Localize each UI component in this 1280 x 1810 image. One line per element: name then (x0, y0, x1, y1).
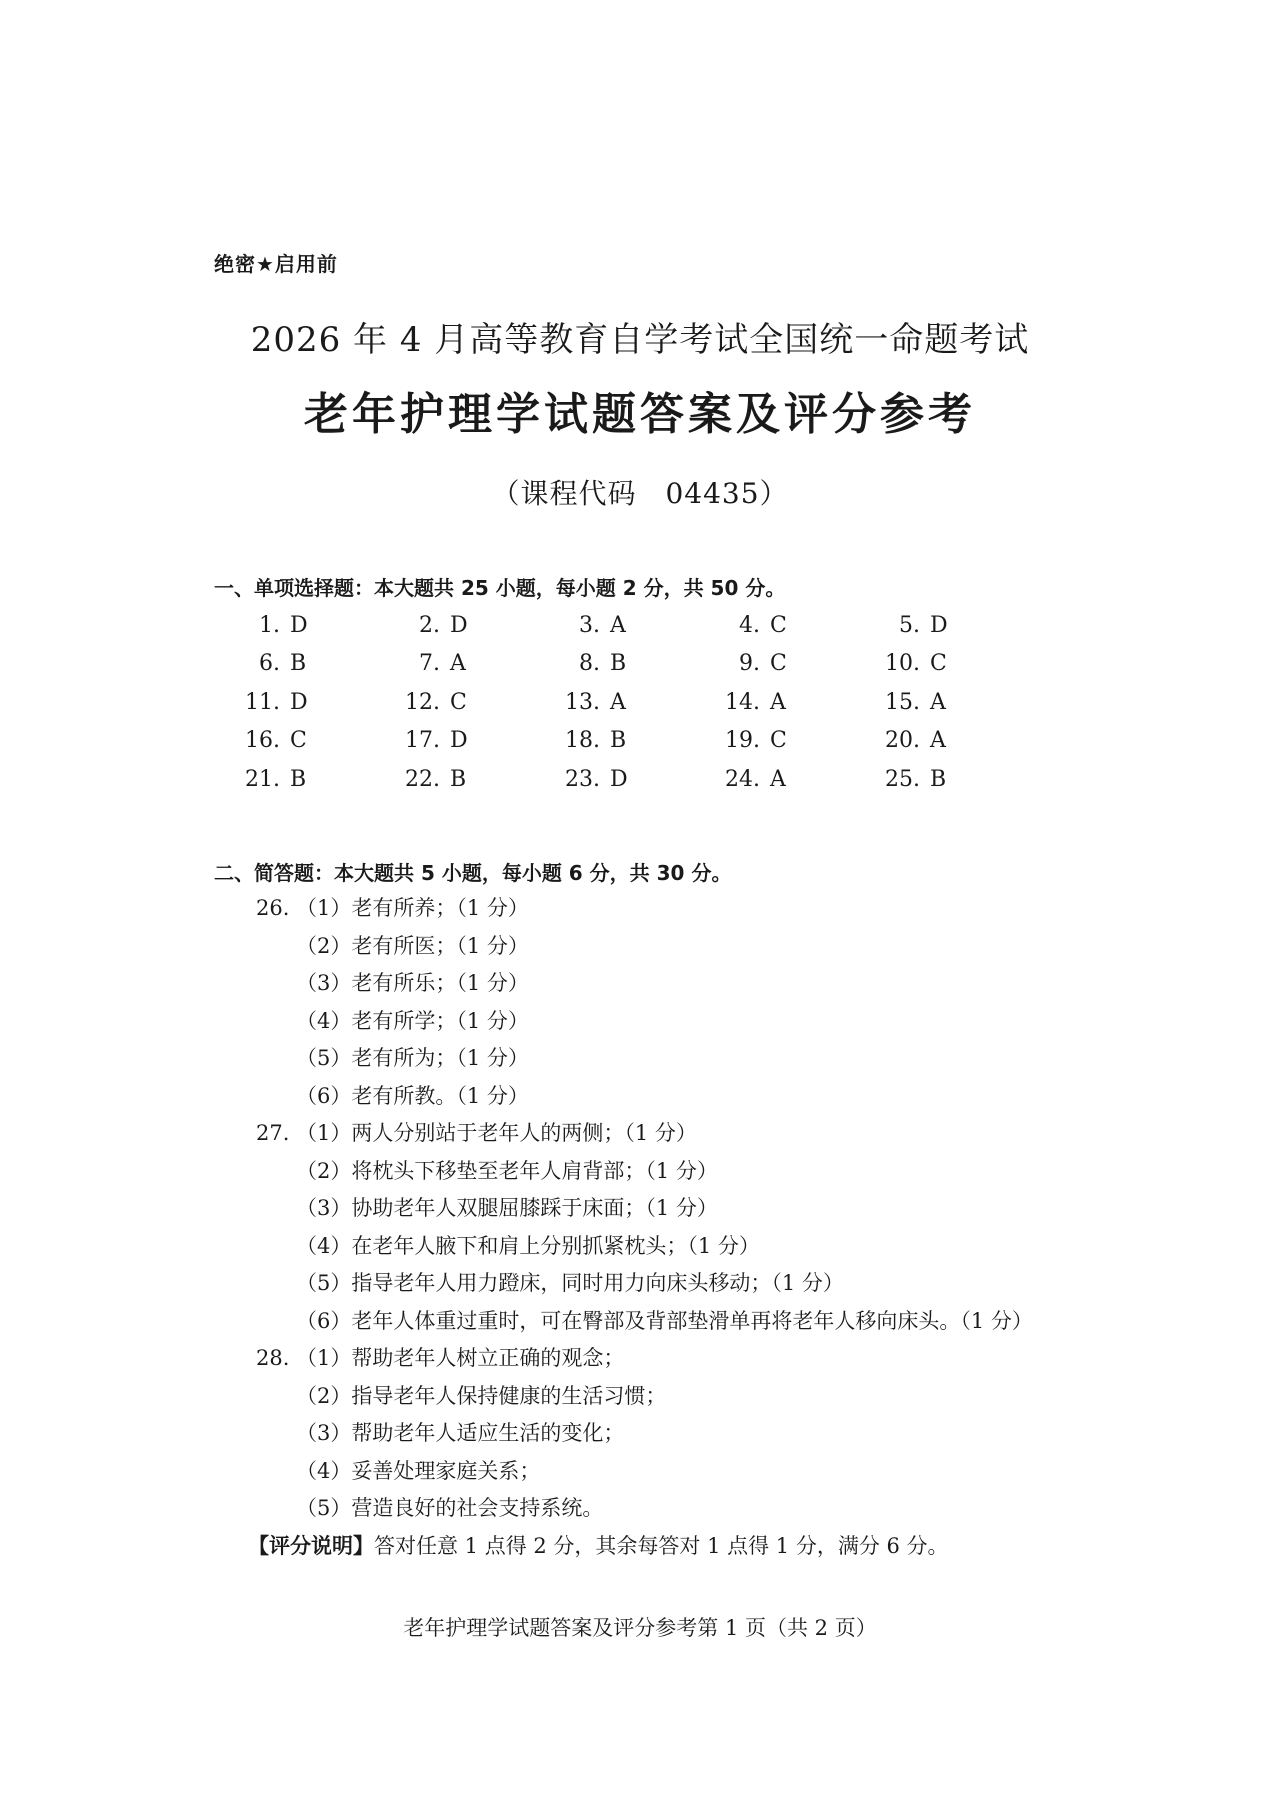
question-number: 6. (259, 651, 280, 677)
answer-letter: D (930, 612, 948, 638)
question-number: 5. (899, 612, 920, 638)
answer-cell (854, 651, 1014, 676)
answer-point-text: （2）老有所医；（1 分） (296, 933, 529, 958)
answer-letter: A (930, 689, 946, 715)
answer-point-text: （1）帮助老年人树立正确的观念； (296, 1346, 625, 1370)
answer-point (214, 890, 1114, 928)
question-number: 27. (256, 1121, 290, 1145)
answer-cell (694, 767, 854, 792)
question-number: 28. (256, 1346, 290, 1370)
confidential-label: 绝密★启用前 (214, 252, 338, 276)
answer-letter: C (290, 728, 307, 754)
answer-point (214, 1040, 1114, 1078)
question-number: 9. (739, 651, 760, 677)
answer-point-text: （1）老有所养；（1 分） (296, 896, 529, 920)
answer-row (214, 606, 1014, 645)
answer-letter: A (610, 689, 626, 715)
question-number: 11. (245, 689, 280, 715)
answer-point-text: （3）协助老年人双腿屈膝踩于床面；（1 分） (296, 1196, 718, 1220)
answer-letter: A (770, 766, 786, 792)
answer-letter: C (930, 651, 947, 677)
question-number: 10. (885, 651, 920, 677)
answer-cell (374, 651, 534, 676)
answer-cell (214, 690, 374, 715)
answer-letter: A (610, 612, 626, 638)
answer-cell (534, 613, 694, 638)
answer-point (214, 1303, 1114, 1341)
answer-point (214, 1453, 1114, 1491)
question-number: 16. (245, 728, 280, 754)
question-number: 14. (725, 689, 760, 715)
question-number: 18. (565, 728, 600, 754)
answer-point (214, 1378, 1114, 1416)
answer-point (214, 1415, 1114, 1453)
answer-cell (214, 728, 374, 753)
answer-letter: D (290, 612, 308, 638)
question-number: 20. (885, 728, 920, 754)
answer-point-text: （4）在老年人腋下和肩上分别抓紧枕头；（1 分） (296, 1233, 760, 1258)
question-number: 25. (885, 766, 920, 792)
question-number: 4. (739, 612, 760, 638)
answer-point (214, 1003, 1114, 1041)
answer-letter: B (610, 728, 627, 754)
answer-point-text: （1）两人分别站于老年人的两侧；（1 分） (296, 1121, 697, 1145)
answer-letter: D (610, 766, 628, 792)
answer-cell (534, 651, 694, 676)
answer-letter: B (610, 651, 627, 677)
answer-point (214, 1228, 1114, 1266)
page-title: 老年护理学试题答案及评分参考 (304, 389, 976, 440)
question-number: 3. (579, 612, 600, 638)
answer-letter: C (450, 689, 467, 715)
answer-letter: C (770, 728, 787, 754)
answer-cell (694, 728, 854, 753)
answer-point-text: （4）老有所学；（1 分） (296, 1008, 529, 1033)
answer-cell (854, 613, 1014, 638)
question-number: 24. (725, 766, 760, 792)
answer-cell (854, 767, 1014, 792)
question-number: 26. (256, 896, 290, 920)
question-number: 17. (405, 728, 440, 754)
answer-cell (534, 728, 694, 753)
section1-heading: 一、单项选择题：本大题共 25 小题，每小题 2 分，共 50 分。 (214, 576, 786, 600)
question-number: 12. (405, 689, 440, 715)
answer-point-text: （6）老有所教。（1 分） (296, 1083, 529, 1108)
answer-cell (374, 613, 534, 638)
answer-point-text: （6）老年人体重过重时，可在臀部及背部垫滑单再将老年人移向床头。（1 分） (296, 1308, 1033, 1333)
exam-title: 2026 年 4 月高等教育自学考试全国统一命题考试 (250, 320, 1030, 360)
answer-cell (374, 767, 534, 792)
answer-letter: D (450, 728, 468, 754)
answer-letter: A (770, 689, 786, 715)
question-number: 23. (565, 766, 600, 792)
answer-letter: A (930, 728, 946, 754)
answer-cell (694, 651, 854, 676)
answer-cell (374, 728, 534, 753)
question-number: 1. (259, 612, 280, 638)
answer-cell (694, 613, 854, 638)
answer-point-text: （3）帮助老年人适应生活的变化； (296, 1421, 625, 1445)
question-number: 13. (565, 689, 600, 715)
answer-letter: B (290, 651, 307, 677)
answer-point-text: （3）老有所乐；（1 分） (296, 971, 529, 995)
answer-cell (854, 690, 1014, 715)
answer-point-text: （5）营造良好的社会支持系统。 (296, 1496, 604, 1520)
answer-cell (214, 767, 374, 792)
answer-cell (374, 690, 534, 715)
answer-row (214, 645, 1014, 684)
page-footer: 老年护理学试题答案及评分参考第 1 页（共 2 页） (403, 1616, 877, 1640)
answer-letter: B (290, 766, 307, 792)
multiple-choice-answer-grid (214, 606, 1014, 799)
answer-cell (214, 613, 374, 638)
question-number: 7. (419, 651, 440, 677)
answer-point (214, 1265, 1114, 1303)
answer-point (214, 1153, 1114, 1191)
answer-letter: D (450, 612, 468, 638)
answer-cell (854, 728, 1014, 753)
answer-point (214, 1115, 1114, 1153)
short-answer-block (214, 890, 1114, 1565)
question-number: 21. (245, 766, 280, 792)
answer-letter: C (770, 651, 787, 677)
answer-point-text: （2）指导老年人保持健康的生活习惯； (296, 1383, 667, 1408)
answer-letter: A (450, 651, 466, 677)
question-number: 2. (419, 612, 440, 638)
answer-point (214, 965, 1114, 1003)
answer-point (214, 1340, 1114, 1378)
course-code: （课程代码 04435） (491, 477, 789, 510)
answer-point-text: （4）妥善处理家庭关系； (296, 1458, 541, 1483)
answer-point (214, 1490, 1114, 1528)
answer-letter: B (930, 766, 947, 792)
answer-letter: C (770, 612, 787, 638)
scoring-note-label: 【评分说明】 (248, 1533, 374, 1558)
answer-point (214, 1078, 1114, 1116)
answer-cell (214, 651, 374, 676)
answer-point (214, 928, 1114, 966)
answer-row (214, 683, 1014, 722)
answer-point-text: （5）老有所为；（1 分） (296, 1046, 529, 1070)
answer-letter: B (450, 766, 467, 792)
scoring-note-text: 答对任意 1 点得 2 分，其余每答对 1 点得 1 分，满分 6 分。 (374, 1533, 949, 1558)
answer-cell (694, 690, 854, 715)
answer-point (214, 1190, 1114, 1228)
answer-cell (534, 767, 694, 792)
question-number: 8. (579, 651, 600, 677)
answer-point-text: （2）将枕头下移垫至老年人肩背部；（1 分） (296, 1158, 718, 1183)
scoring-note (214, 1528, 1114, 1566)
question-number: 15. (885, 689, 920, 715)
question-number: 22. (405, 766, 440, 792)
answer-row (214, 722, 1014, 761)
answer-cell (534, 690, 694, 715)
answer-point-text: （5）指导老年人用力蹬床，同时用力向床头移动；（1 分） (296, 1271, 844, 1295)
question-number: 19. (725, 728, 760, 754)
section2-heading: 二、简答题：本大题共 5 小题，每小题 6 分，共 30 分。 (214, 861, 732, 885)
answer-row (214, 760, 1014, 799)
answer-letter: D (290, 689, 308, 715)
